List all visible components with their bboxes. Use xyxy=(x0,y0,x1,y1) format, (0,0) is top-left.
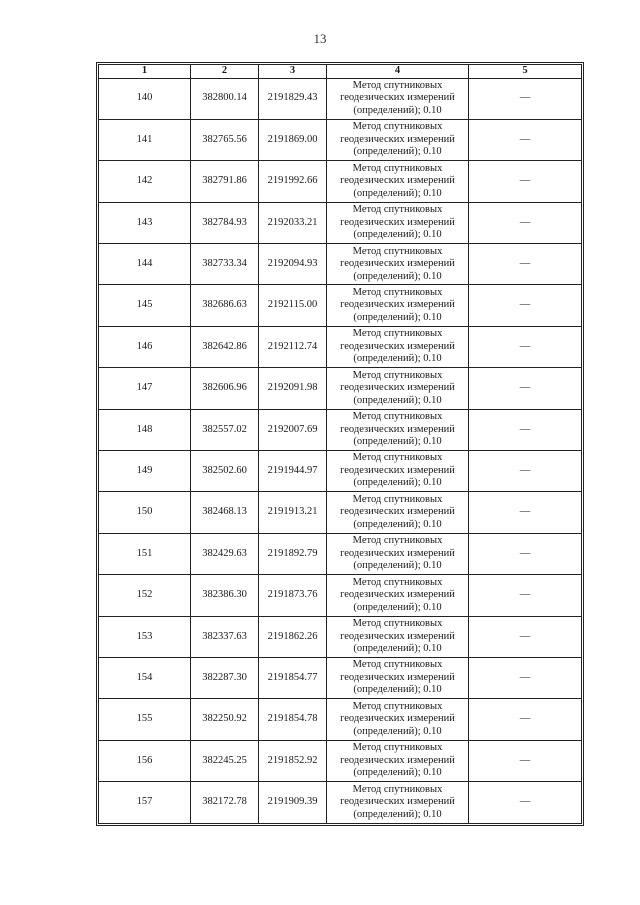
method-cell xyxy=(327,285,469,326)
point-number-cell: 156 xyxy=(99,740,191,781)
method-line: геодезических измерений xyxy=(340,175,455,187)
coordinate-x-cell: 382557.02 xyxy=(191,409,259,450)
method-line: (определений); 0.10 xyxy=(353,146,442,158)
point-number-cell: 142 xyxy=(99,161,191,202)
point-number-cell: 148 xyxy=(99,409,191,450)
column-5-cell: — xyxy=(469,533,582,574)
column-5-cell: — xyxy=(469,119,582,160)
column-5-cell: — xyxy=(469,575,582,616)
method-cell xyxy=(327,782,469,823)
method-line: геодезических измерений xyxy=(340,796,455,808)
header-col-4: 4 xyxy=(327,65,469,79)
coordinate-y-cell: 2191829.43 xyxy=(259,78,327,119)
table-row xyxy=(99,326,582,367)
method-line: геодезических измерений xyxy=(340,630,455,642)
method-line: (определений); 0.10 xyxy=(353,725,442,737)
table-row xyxy=(99,409,582,450)
column-5-cell: — xyxy=(469,492,582,533)
coordinate-y-cell: 2191852.92 xyxy=(259,740,327,781)
method-cell xyxy=(327,492,469,533)
method-line: Метод спутниковых xyxy=(352,411,443,423)
method-line: Метод спутниковых xyxy=(352,493,443,505)
column-5-cell: — xyxy=(469,657,582,698)
table-row xyxy=(99,699,582,740)
method-line: Метод спутниковых xyxy=(352,783,443,795)
method-line: (определений); 0.10 xyxy=(353,518,442,530)
coordinates-table xyxy=(98,64,582,824)
coordinate-x-cell: 382765.56 xyxy=(191,119,259,160)
method-cell xyxy=(327,616,469,657)
column-5-cell: — xyxy=(469,368,582,409)
method-cell xyxy=(327,202,469,243)
method-line: геодезических измерений xyxy=(340,340,455,352)
method-line: (определений); 0.10 xyxy=(353,477,442,489)
table-row xyxy=(99,616,582,657)
table-row xyxy=(99,78,582,119)
point-number-cell: 149 xyxy=(99,451,191,492)
coordinate-y-cell: 2191869.00 xyxy=(259,119,327,160)
column-5-cell: — xyxy=(469,326,582,367)
method-line: (определений); 0.10 xyxy=(353,560,442,572)
point-number-cell: 144 xyxy=(99,244,191,285)
coordinate-x-cell: 382606.96 xyxy=(191,368,259,409)
method-cell xyxy=(327,409,469,450)
method-line: (определений); 0.10 xyxy=(353,229,442,241)
coordinate-y-cell: 2191892.79 xyxy=(259,533,327,574)
method-cell xyxy=(327,368,469,409)
coordinate-x-cell: 382642.86 xyxy=(191,326,259,367)
point-number-cell: 151 xyxy=(99,533,191,574)
method-line: геодезических измерений xyxy=(340,299,455,311)
coordinate-y-cell: 2192007.69 xyxy=(259,409,327,450)
method-line: Метод спутниковых xyxy=(352,328,443,340)
coordinate-x-cell: 382800.14 xyxy=(191,78,259,119)
method-cell xyxy=(327,699,469,740)
method-line: геодезических измерений xyxy=(340,133,455,145)
coordinate-y-cell: 2192115.00 xyxy=(259,285,327,326)
method-line: геодезических измерений xyxy=(340,754,455,766)
coordinate-y-cell: 2192094.93 xyxy=(259,244,327,285)
coordinate-x-cell: 382429.63 xyxy=(191,533,259,574)
header-col-3: 3 xyxy=(259,65,327,79)
method-line: Метод спутниковых xyxy=(352,659,443,671)
coordinate-y-cell: 2192033.21 xyxy=(259,202,327,243)
method-line: Метод спутниковых xyxy=(352,79,443,91)
table-row xyxy=(99,244,582,285)
coordinate-x-cell: 382468.13 xyxy=(191,492,259,533)
method-line: геодезических измерений xyxy=(340,423,455,435)
column-5-cell: — xyxy=(469,699,582,740)
method-line: Метод спутниковых xyxy=(352,245,443,257)
point-number-cell: 152 xyxy=(99,575,191,616)
table-body xyxy=(99,78,582,823)
coordinate-x-cell: 382386.30 xyxy=(191,575,259,616)
page-number: 13 xyxy=(313,31,327,46)
method-line: (определений); 0.10 xyxy=(353,187,442,199)
method-line: Метод спутниковых xyxy=(352,700,443,712)
column-5-cell: — xyxy=(469,202,582,243)
method-line: Метод спутниковых xyxy=(352,121,443,133)
table-header xyxy=(99,65,582,79)
coordinate-x-cell: 382250.92 xyxy=(191,699,259,740)
method-cell xyxy=(327,119,469,160)
method-line: (определений); 0.10 xyxy=(353,767,442,779)
method-line: Метод спутниковых xyxy=(352,162,443,174)
point-number-cell: 143 xyxy=(99,202,191,243)
coordinate-x-cell: 382791.86 xyxy=(191,161,259,202)
point-number-cell: 147 xyxy=(99,368,191,409)
point-number-cell: 145 xyxy=(99,285,191,326)
method-line: Метод спутниковых xyxy=(352,618,443,630)
coordinate-x-cell: 382733.34 xyxy=(191,244,259,285)
method-line: геодезических измерений xyxy=(340,216,455,228)
coordinate-x-cell: 382172.78 xyxy=(191,782,259,823)
method-cell xyxy=(327,451,469,492)
table-row xyxy=(99,202,582,243)
method-line: Метод спутниковых xyxy=(352,452,443,464)
method-line: геодезических измерений xyxy=(340,506,455,518)
coordinate-y-cell: 2191992.66 xyxy=(259,161,327,202)
method-cell xyxy=(327,78,469,119)
table-row xyxy=(99,533,582,574)
method-line: Метод спутниковых xyxy=(352,369,443,381)
method-cell xyxy=(327,740,469,781)
coordinate-x-cell: 382337.63 xyxy=(191,616,259,657)
coordinate-y-cell: 2191873.76 xyxy=(259,575,327,616)
method-line: (определений); 0.10 xyxy=(353,353,442,365)
column-5-cell: — xyxy=(469,285,582,326)
table-row xyxy=(99,451,582,492)
point-number-cell: 157 xyxy=(99,782,191,823)
table-row xyxy=(99,161,582,202)
point-number-cell: 150 xyxy=(99,492,191,533)
header-col-5: 5 xyxy=(469,65,582,79)
coordinate-x-cell: 382686.63 xyxy=(191,285,259,326)
coordinate-x-cell: 382287.30 xyxy=(191,657,259,698)
method-line: (определений); 0.10 xyxy=(353,436,442,448)
method-line: геодезических измерений xyxy=(340,671,455,683)
header-col-1: 1 xyxy=(99,65,191,79)
table-row xyxy=(99,285,582,326)
table-row xyxy=(99,368,582,409)
method-line: (определений); 0.10 xyxy=(353,104,442,116)
method-line: Метод спутниковых xyxy=(352,204,443,216)
method-line: геодезических измерений xyxy=(340,382,455,394)
method-line: (определений); 0.10 xyxy=(353,808,442,820)
method-line: (определений); 0.10 xyxy=(353,601,442,613)
method-line: Метод спутниковых xyxy=(352,742,443,754)
method-cell xyxy=(327,326,469,367)
table-row xyxy=(99,782,582,823)
coordinate-y-cell: 2192112.74 xyxy=(259,326,327,367)
method-cell xyxy=(327,575,469,616)
method-cell xyxy=(327,161,469,202)
method-line: геодезических измерений xyxy=(340,92,455,104)
coordinate-y-cell: 2191854.77 xyxy=(259,657,327,698)
column-5-cell: — xyxy=(469,244,582,285)
coordinate-y-cell: 2191913.21 xyxy=(259,492,327,533)
point-number-cell: 153 xyxy=(99,616,191,657)
column-5-cell: — xyxy=(469,409,582,450)
coordinate-x-cell: 382502.60 xyxy=(191,451,259,492)
method-line: (определений); 0.10 xyxy=(353,684,442,696)
method-line: геодезических измерений xyxy=(340,713,455,725)
method-cell xyxy=(327,533,469,574)
method-line: (определений); 0.10 xyxy=(353,643,442,655)
method-line: Метод спутниковых xyxy=(352,535,443,547)
method-line: геодезических измерений xyxy=(340,258,455,269)
column-5-cell: — xyxy=(469,78,582,119)
table-row xyxy=(99,740,582,781)
coordinate-x-cell: 382784.93 xyxy=(191,202,259,243)
method-line: геодезических измерений xyxy=(340,547,455,559)
coordinate-x-cell: 382245.25 xyxy=(191,740,259,781)
table-row xyxy=(99,657,582,698)
coordinates-table-frame xyxy=(96,62,584,826)
method-line: (определений); 0.10 xyxy=(353,270,442,282)
column-5-cell: — xyxy=(469,740,582,781)
coordinate-y-cell: 2191944.97 xyxy=(259,451,327,492)
column-5-cell: — xyxy=(469,782,582,823)
method-line: (определений); 0.10 xyxy=(353,394,442,406)
header-col-2: 2 xyxy=(191,65,259,79)
table-row xyxy=(99,575,582,616)
method-line: Метод спутниковых xyxy=(352,286,443,298)
header-row xyxy=(99,65,582,79)
column-5-cell: — xyxy=(469,161,582,202)
table-row xyxy=(99,119,582,160)
point-number-cell: 140 xyxy=(99,78,191,119)
method-cell xyxy=(327,657,469,698)
column-5-cell: — xyxy=(469,451,582,492)
point-number-cell: 155 xyxy=(99,699,191,740)
coordinate-y-cell: 2192091.98 xyxy=(259,368,327,409)
method-line: Метод спутниковых xyxy=(352,576,443,588)
method-line: геодезических измерений xyxy=(340,589,455,601)
point-number-cell: 141 xyxy=(99,119,191,160)
table-row xyxy=(99,492,582,533)
coordinate-y-cell: 2191862.26 xyxy=(259,616,327,657)
point-number-cell: 146 xyxy=(99,326,191,367)
point-number-cell: 154 xyxy=(99,657,191,698)
method-cell xyxy=(327,244,469,285)
method-line: геодезических измерений xyxy=(340,464,455,476)
column-5-cell: — xyxy=(469,616,582,657)
coordinate-y-cell: 2191909.39 xyxy=(259,782,327,823)
method-line: (определений); 0.10 xyxy=(353,311,442,323)
coordinate-y-cell: 2191854.78 xyxy=(259,699,327,740)
